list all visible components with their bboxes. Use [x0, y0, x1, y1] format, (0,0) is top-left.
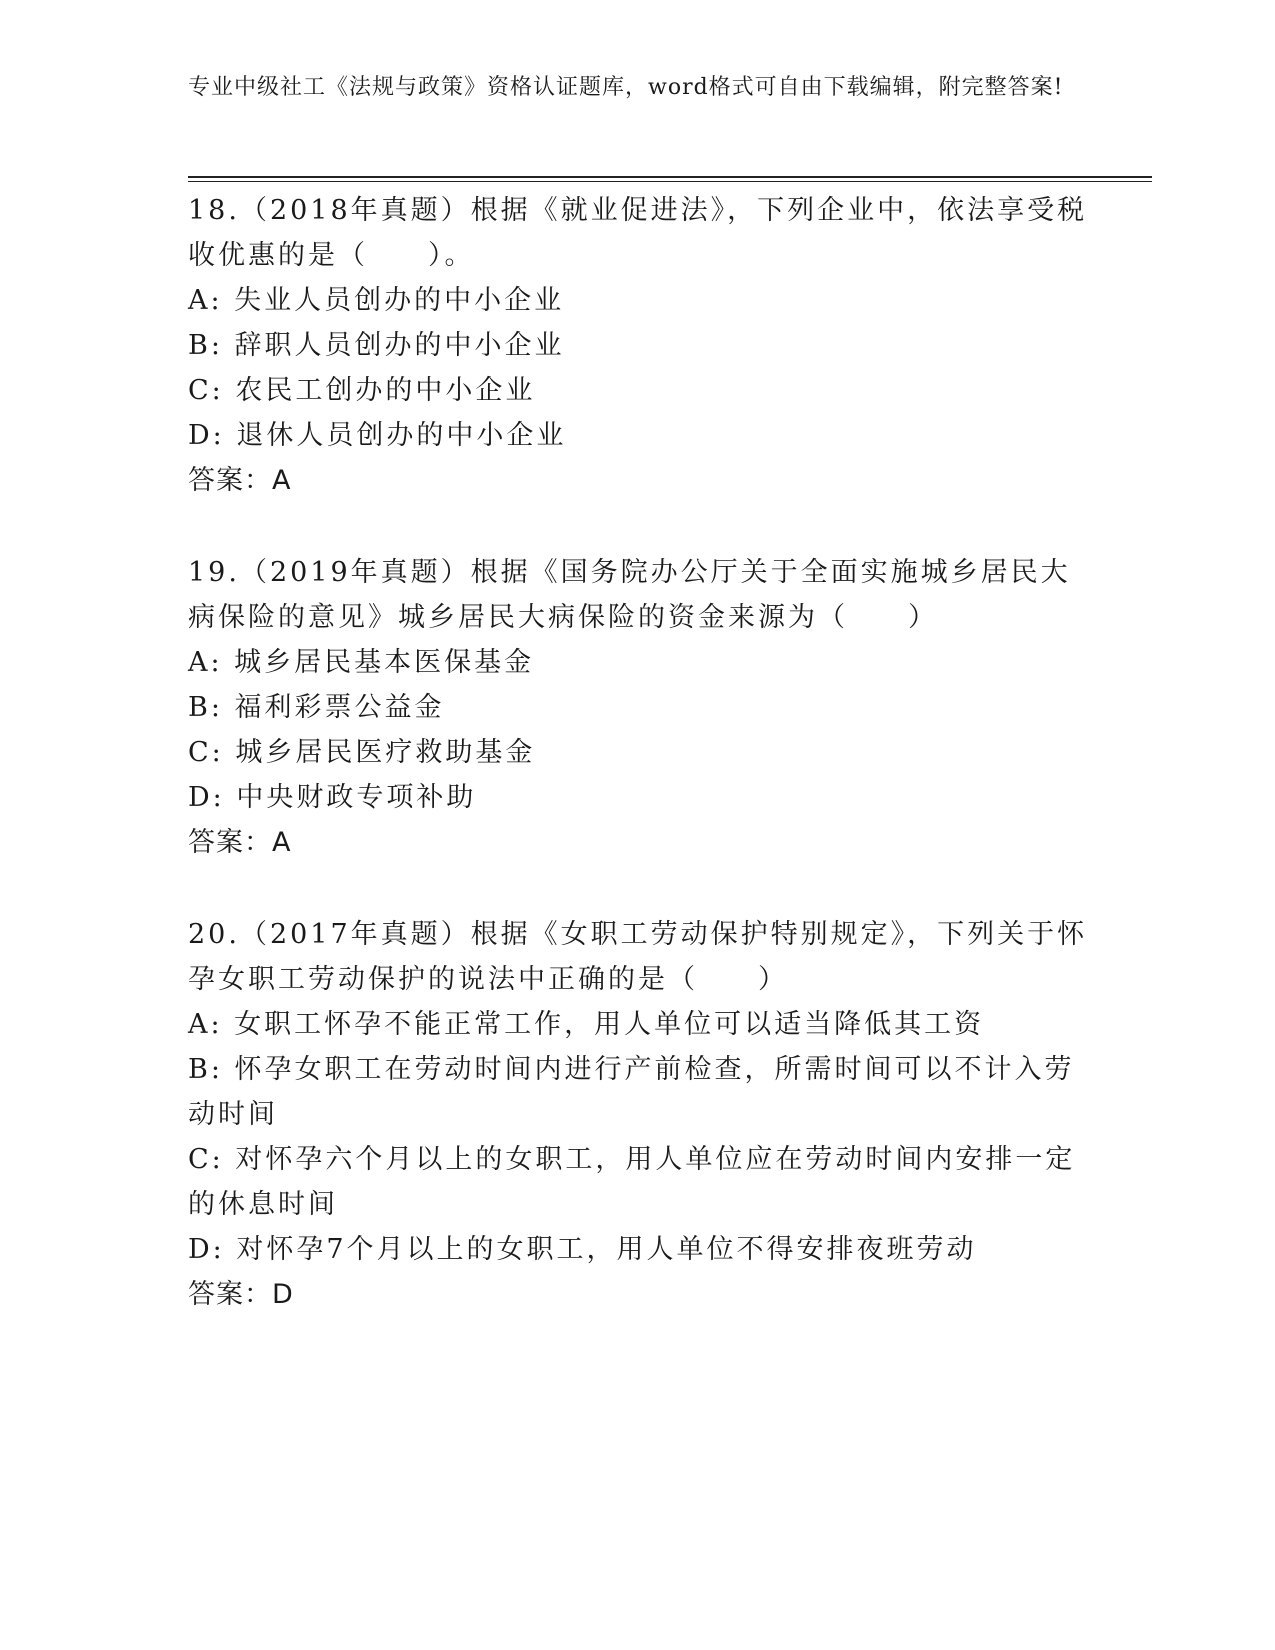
option-c: C: 对怀孕六个月以上的女职工，用人单位应在劳动时间内安排一定的休息时间: [188, 1144, 1076, 1220]
question-stem: 18.（2018年真题）根据《就业促进法》，下列企业中，依法享受税收优惠的是（ ）。: [188, 195, 1088, 271]
option-a: A: 城乡居民基本医保基金: [188, 647, 535, 678]
header-divider-thin: [188, 181, 1152, 182]
question-stem: 20.（2017年真题）根据《女职工劳动保护特别规定》，下列关于怀孕女职工劳动保护的说法中正确的是（ ）: [188, 919, 1088, 995]
option-a: A: 失业人员创办的中小企业: [188, 285, 565, 316]
option-d: D: 退休人员创办的中小企业: [188, 420, 567, 451]
question-stem: 19.（2019年真题）根据《国务院办公厅关于全面实施城乡居民大病保险的意见》城乡居民大病保险的资金来源为（ ）: [188, 557, 1071, 633]
option-d: D: 对怀孕7个月以上的女职工，用人单位不得安排夜班劳动: [188, 1234, 977, 1265]
question-list: [188, 188, 1088, 1364]
answer: 答案：D: [188, 1279, 294, 1310]
option-b: B: 福利彩票公益金: [188, 692, 445, 723]
option-d: D: 中央财政专项补助: [188, 782, 477, 813]
question-20: [188, 912, 1088, 1317]
question-18: [188, 188, 1088, 503]
option-c: C: 城乡居民医疗救助基金: [188, 737, 536, 768]
option-a: A: 女职工怀孕不能正常工作，用人单位可以适当降低其工资: [188, 1009, 985, 1040]
answer: 答案：A: [188, 465, 292, 496]
option-b: B: 怀孕女职工在劳动时间内进行产前检查，所需时间可以不计入劳动时间: [188, 1054, 1075, 1130]
option-c: C: 农民工创办的中小企业: [188, 375, 536, 406]
option-b: B: 辞职人员创办的中小企业: [188, 330, 565, 361]
header-divider-thick: [188, 176, 1152, 178]
question-19: [188, 550, 1088, 865]
answer: 答案：A: [188, 827, 292, 858]
header-note: 专业中级社工《法规与政策》资格认证题库，word格式可自由下载编辑，附完整答案!: [188, 75, 1064, 100]
